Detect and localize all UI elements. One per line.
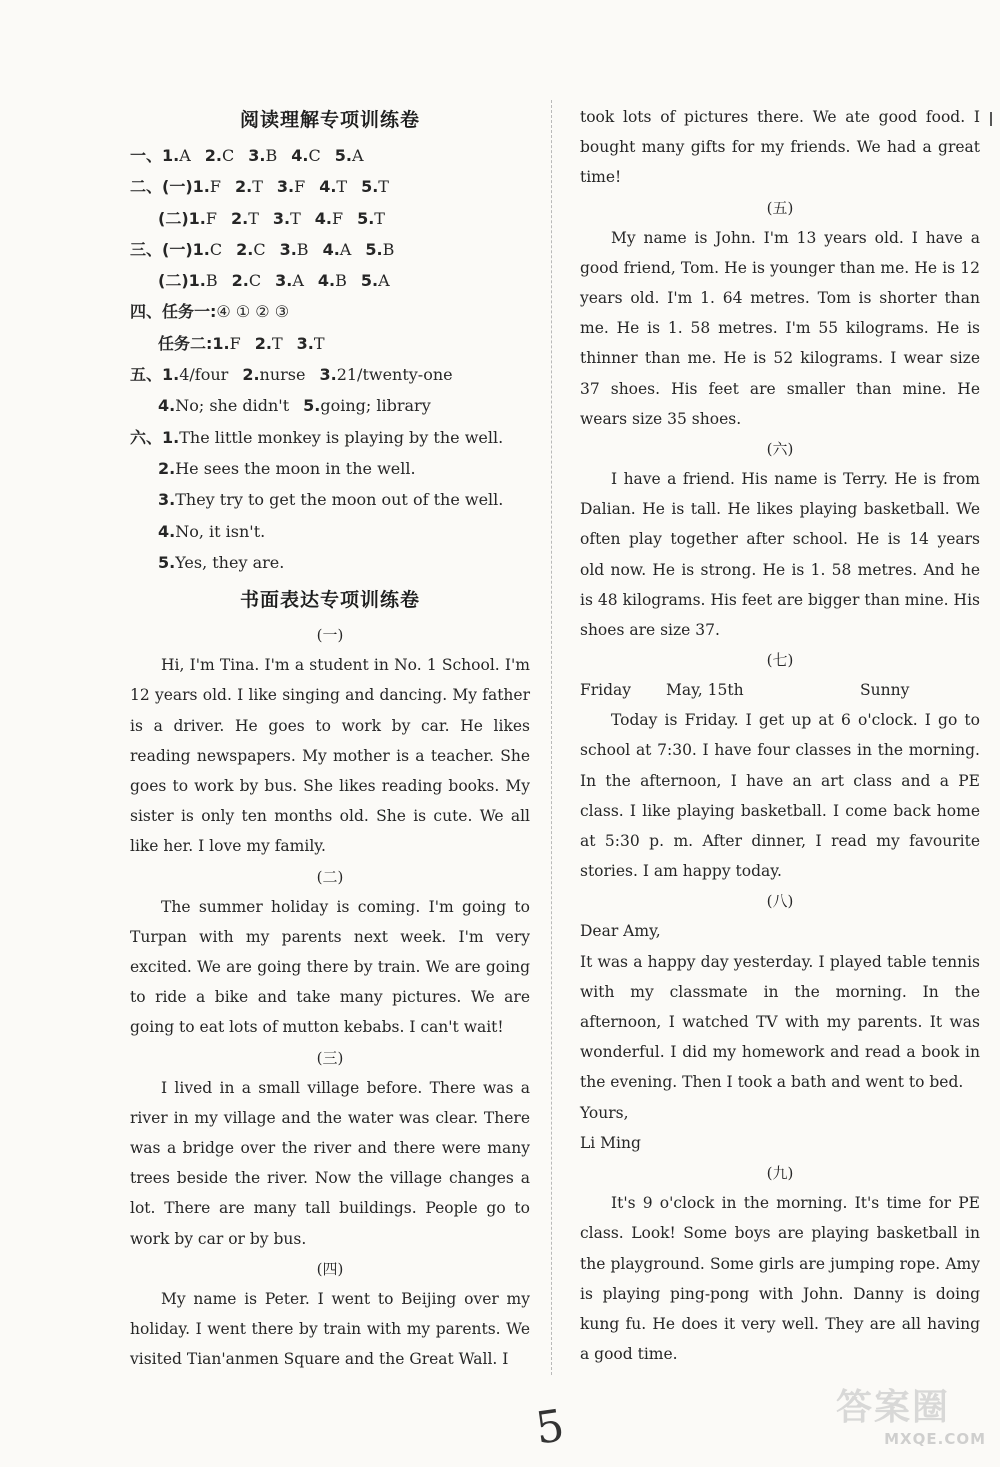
essay bbox=[130, 1254, 530, 1375]
column-divider bbox=[551, 100, 552, 1375]
writing-section-title: 书面表达专项训练卷 bbox=[239, 589, 420, 612]
answer-value: C bbox=[253, 239, 266, 259]
answer-number: 2. bbox=[242, 365, 260, 385]
answer-number: 1. bbox=[188, 208, 206, 228]
answer-value: F bbox=[229, 333, 241, 353]
answer-number: 2. bbox=[234, 177, 253, 197]
answer-value: A bbox=[339, 239, 352, 259]
answer-number: 2. bbox=[230, 208, 249, 228]
answer-value: nurse bbox=[259, 365, 306, 385]
answer-label: 一、 bbox=[130, 146, 163, 165]
answer-number: 1. bbox=[192, 177, 210, 197]
essay-text: It's 9 o'clock in the morning. It's time for PE class. Look! Some boys are playing basketball in the playground. Some girls are jumping rope. Amy is playing ping-pong with John. Danny is doing kung fu. He does it very well. They are all having a good time. bbox=[580, 1194, 980, 1364]
answer-number: 5. bbox=[158, 552, 176, 572]
answer-value: F bbox=[331, 208, 344, 228]
essay-paragraph: I lived in a small village before. There was a river in my village and the water was clear. There was a bridge over the river and there were many trees beside the river. Now the village changes a lot. There are many tall buildings. People go to work by car or by bus. bbox=[130, 1078, 530, 1248]
answer-value: T bbox=[313, 333, 325, 353]
answer-row bbox=[130, 516, 530, 547]
reading-section-title: 阅读理解专项训练卷 bbox=[239, 109, 420, 131]
answer-number: 3. bbox=[319, 365, 337, 385]
essay-paragraph: The summer holiday is coming. I'm going to Turpan with my parents next week. I'm very excited. We are going there by train. We are going to ride a bike and take many pictures. We are going to eat lots of mutton kebabs. I can't wait! bbox=[130, 897, 530, 1037]
answer-row bbox=[130, 328, 530, 359]
answer-value: He sees the moon in the well. bbox=[175, 458, 416, 478]
essay-heading: (九) bbox=[766, 1164, 794, 1183]
answer-number: 3. bbox=[272, 208, 291, 228]
answer-value: T bbox=[336, 177, 348, 197]
answer-number: 任务二:1. bbox=[158, 333, 230, 353]
watermark-url: MXQE.COM bbox=[884, 1430, 986, 1448]
answer-number: 5. bbox=[334, 146, 352, 165]
answer-number: 5. bbox=[365, 239, 383, 259]
answer-row bbox=[130, 171, 530, 202]
essay-heading: (四) bbox=[316, 1259, 344, 1278]
answer-value: C bbox=[209, 239, 223, 259]
answer-value: A bbox=[292, 271, 304, 291]
answer-number: 5. bbox=[360, 271, 379, 291]
diary-header bbox=[580, 675, 980, 705]
left-essays bbox=[130, 620, 530, 1374]
answer-value: No; she didn't bbox=[175, 396, 290, 416]
answer-number: 4. bbox=[314, 208, 332, 228]
answer-number: 4. bbox=[158, 521, 176, 541]
answer-value: T bbox=[248, 208, 259, 228]
essay-paragraph: Hi, I'm Tina. I'm a student in No. 1 School. I'm 12 years old. I like singing and dancing. My father is a driver. He goes to work by car. He likes reading newspapers. My mother is a teacher. She goes to work by bus. She likes reading books. My sister is only ten months old. She is cute. We all like her. I love my family. bbox=[130, 656, 530, 856]
answer-value: B bbox=[335, 271, 347, 291]
essay-continuation: took lots of pictures there. We ate good food. I bought many gifts for my friends. We had a great time! bbox=[580, 108, 980, 187]
answer-label: 四、 bbox=[130, 302, 163, 322]
answer-number: 5. bbox=[361, 177, 379, 197]
answer-value: Yes, they are. bbox=[175, 552, 285, 572]
answer-number: 5. bbox=[357, 208, 375, 228]
letter-signature: Li Ming bbox=[580, 1133, 641, 1152]
answer-number: 3. bbox=[275, 271, 293, 291]
answer-number: 4. bbox=[317, 271, 336, 291]
last-essay bbox=[580, 1158, 980, 1369]
answer-row bbox=[130, 484, 530, 515]
answer-value: C bbox=[248, 271, 262, 291]
answer-value: T bbox=[290, 208, 301, 228]
answer-value: C bbox=[222, 146, 235, 165]
letter-essay bbox=[580, 886, 980, 1158]
answer-row bbox=[130, 296, 530, 327]
diary-day: Friday bbox=[580, 681, 632, 700]
essay bbox=[580, 434, 980, 645]
answer-value: ④ ① ② ③ bbox=[216, 302, 290, 322]
answer-number: 4. bbox=[158, 396, 176, 416]
essay-heading: (六) bbox=[766, 440, 794, 459]
answer-number: 1. bbox=[188, 271, 206, 291]
essay-heading: (二) bbox=[316, 867, 344, 886]
answer-value: T bbox=[271, 333, 283, 353]
essay-heading: (五) bbox=[766, 198, 794, 217]
answer-value: B bbox=[382, 239, 395, 259]
answer-value: No, it isn't. bbox=[175, 521, 266, 541]
answer-number: 2. bbox=[236, 239, 254, 259]
answer-value: F bbox=[205, 208, 217, 228]
answer-value: B bbox=[296, 239, 309, 259]
answer-number: 2. bbox=[231, 271, 249, 291]
answer-value: C bbox=[308, 146, 321, 165]
answer-label: (二) bbox=[158, 271, 189, 291]
watermark-logo bbox=[836, 1379, 986, 1448]
answer-row bbox=[130, 203, 530, 234]
essay-heading: (七) bbox=[766, 651, 794, 670]
letter-salutation: Dear Amy, bbox=[580, 922, 661, 941]
answer-value: 4/four bbox=[179, 365, 229, 385]
essay bbox=[130, 1043, 530, 1254]
answer-number: 2. bbox=[158, 458, 176, 478]
answer-value: A bbox=[378, 271, 390, 291]
essay-paragraph: My name is Peter. I went to Beijing over my holiday. I went there by train with my parents. We visited Tian'anmen Square and the Great Wall. I bbox=[130, 1289, 530, 1369]
answer-label: 五、 bbox=[130, 365, 163, 385]
answer-list bbox=[130, 140, 530, 578]
answer-row bbox=[130, 359, 530, 390]
answer-number: 1. bbox=[162, 427, 180, 447]
letter-text: It was a happy day yesterday. I played table tennis with my classmate in the morning. In the afternoon, I watched TV with my parents. It was wonderful. I did my homework and read a book in the evening. Then I took a bath and went to bed. bbox=[580, 952, 980, 1092]
answer-row bbox=[130, 422, 530, 453]
answer-row bbox=[130, 547, 530, 578]
essay bbox=[130, 620, 530, 861]
answer-row bbox=[130, 453, 530, 484]
answer-number: 任务一: bbox=[162, 302, 217, 322]
answer-number: 3. bbox=[279, 239, 297, 259]
answer-value: They try to get the moon out of the well. bbox=[175, 490, 504, 510]
answer-label: 二、(一) bbox=[130, 177, 193, 197]
answer-number: 3. bbox=[296, 333, 314, 353]
page-number: 5 bbox=[532, 1400, 568, 1455]
answer-number: 1. bbox=[162, 146, 180, 165]
answer-row bbox=[130, 265, 530, 296]
watermark-text: 答案圈 bbox=[836, 1387, 951, 1428]
answer-label: 六、 bbox=[130, 427, 163, 447]
answer-row bbox=[130, 390, 530, 421]
essay-heading: (八) bbox=[766, 892, 794, 911]
answer-number: 1. bbox=[192, 239, 210, 259]
answer-number: 3. bbox=[276, 177, 295, 197]
answer-number: 3. bbox=[248, 146, 266, 165]
essay-paragraph: I have a friend. His name is Terry. He is from Dalian. He is tall. He likes playing basketball. We often play together after school. He is 14 years old now. He is strong. He is 1. 58 metres. And he is 48 kilograms. His feet are bigger than mine. His shoes are size 37. bbox=[580, 470, 980, 640]
answer-number: 1. bbox=[162, 365, 180, 385]
answer-number: 3. bbox=[158, 490, 176, 510]
left-column bbox=[130, 100, 530, 1374]
answer-value: T bbox=[378, 177, 389, 197]
answer-number: 2. bbox=[204, 146, 223, 165]
diary-text: Today is Friday. I get up at 6 o'clock. I go to school at 7:30. I have four classes in the morning. In the afternoon, I have an art class and a PE class. I like playing basketball. I come back home at 5:30 p. m. After dinner, I read my favourite stories. I am happy today. bbox=[580, 711, 980, 881]
essay-heading: (一) bbox=[316, 626, 344, 645]
essay bbox=[580, 193, 980, 434]
answer-label: 三、(一) bbox=[130, 239, 193, 259]
answer-number: 4. bbox=[322, 239, 340, 259]
answer-value: T bbox=[374, 208, 385, 228]
answer-number: 4. bbox=[319, 177, 337, 197]
answer-value: F bbox=[209, 177, 221, 197]
answer-row bbox=[130, 140, 530, 171]
diary-date: May, 15th bbox=[666, 681, 744, 700]
answer-number: 5. bbox=[303, 396, 321, 416]
answer-number: 4. bbox=[291, 146, 309, 165]
answer-value: A bbox=[351, 146, 364, 165]
answer-value: B bbox=[265, 146, 278, 165]
letter-closing: Yours, bbox=[580, 1103, 629, 1122]
answer-value: 21/twenty-one bbox=[336, 365, 453, 385]
answer-value: going; library bbox=[320, 396, 431, 416]
answer-row bbox=[130, 234, 530, 265]
diary-essay bbox=[580, 645, 980, 886]
essay bbox=[130, 862, 530, 1043]
edge-mark bbox=[990, 112, 996, 126]
answer-value: F bbox=[294, 177, 306, 197]
answer-label: (二) bbox=[158, 208, 189, 228]
answer-value: A bbox=[179, 146, 191, 165]
right-essays bbox=[580, 193, 980, 646]
answer-number: 2. bbox=[254, 333, 272, 353]
answer-value: B bbox=[205, 271, 218, 291]
answer-value: The little monkey is playing by the well. bbox=[179, 427, 504, 447]
essay-heading: (三) bbox=[316, 1048, 344, 1067]
diary-weather: Sunny bbox=[860, 681, 910, 700]
essay-paragraph: My name is John. I'm 13 years old. I have a good friend, Tom. He is younger than me. He is 12 years old. I'm 1. 64 metres. Tom is shorter than me. He is 1. 58 metres. I'm 55 kilograms. He is thinner than me. He is 52 kilograms. I wear size 37 shoes. His feet are smaller than mine. He wears size 35 shoes. bbox=[580, 228, 980, 428]
right-column bbox=[580, 102, 980, 1369]
answer-value: T bbox=[252, 177, 263, 197]
